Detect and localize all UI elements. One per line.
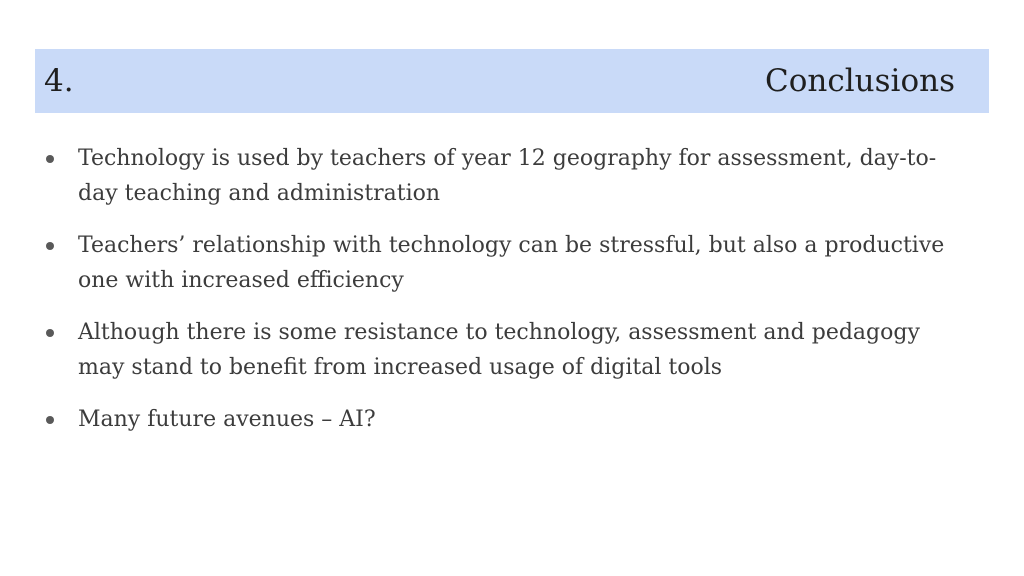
bullet-item — [44, 315, 964, 385]
bullet-item — [44, 141, 964, 211]
bullet-text: Teachers’ relationship with technology can be stressful, but also a productive one with increased efficiency — [78, 233, 945, 293]
header-bar — [35, 49, 989, 113]
bullet-text: Technology is used by teachers of year 12 geography for assessment, day-to-day teaching and administration — [78, 146, 937, 206]
bullet-text: Many future avenues – AI? — [78, 407, 376, 432]
bullet-dot-icon — [46, 416, 54, 424]
bullet-dot-icon — [46, 329, 54, 337]
section-number: 4. — [44, 63, 74, 99]
bullet-dot-icon — [46, 155, 54, 163]
bullet-dot-icon — [46, 242, 54, 250]
bullet-text: Although there is some resistance to technology, assessment and pedagogy may stand to benefit from increased usage of digital tools — [78, 320, 920, 380]
section-title: Conclusions — [765, 63, 955, 99]
bullet-list — [44, 141, 964, 454]
bullet-item — [44, 228, 964, 298]
bullet-item — [44, 402, 964, 437]
